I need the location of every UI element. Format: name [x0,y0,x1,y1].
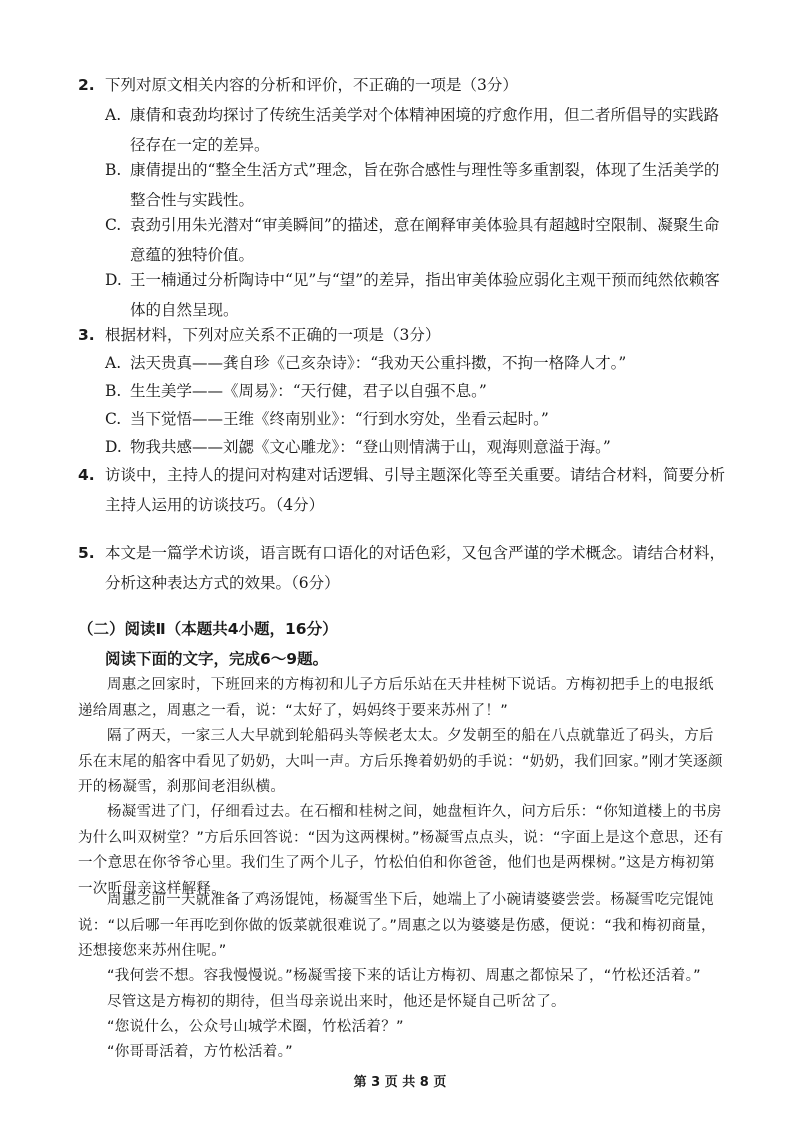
question-number: 5. [78,544,95,562]
option-3b [105,376,725,406]
option-label: A. [105,354,122,372]
option-label: B. [105,161,122,179]
question-2 [78,70,728,100]
option-label: A. [105,106,122,124]
passage-paragraph: “我何尝不想。容我慢慢说。”杨凝雪接下来的话让方梅初、周惠之都惊呆了，“竹松还活着。” [107,968,701,984]
option-2b [105,155,725,215]
option-text: 法天贵真——龚自珍《己亥杂诗》：“我劝天公重抖擞，不拘一格降人才。” [130,354,627,372]
option-text: 康倩和袁劲均探讨了传统生活美学对个体精神困境的疗愈作用，但二者所倡导的实践路径存在一定的差异。 [130,106,720,154]
question-3 [78,320,728,350]
option-label: D. [105,438,122,456]
option-text: 当下觉悟——王维《终南别业》：“行到水穷处，坐看云起时。” [130,410,549,428]
option-text: 生生美学——《周易》：“天行健，君子以自强不息。” [130,382,487,400]
option-text: 康倩提出的“整全生活方式”理念，旨在弥合感性与理性等多重割裂，体现了生活美学的整合性与实践性。 [130,161,720,209]
option-label: C. [105,216,122,234]
option-2a [105,100,725,160]
option-3d [105,432,725,462]
question-number: 3. [78,326,95,344]
question-stem: 根据材料，下列对应关系不正确的一项是（3分） [105,326,441,344]
passage-paragraph: 周惠之前一天就准备了鸡汤馄饨，杨凝雪坐下后，她端上了小碗请婆婆尝尝。杨凝雪吃完馄饨说：“以后哪一年再吃到你做的饭菜就很难说了。”周惠之以为婆婆是伤感，便说：“我和梅初商量，还想接您来苏州住呢。” [78,892,716,959]
question-5 [78,538,728,598]
option-2c [105,210,725,270]
option-2d [105,265,725,325]
option-text: 袁劲引用朱光潜对“审美瞬间”的描述，意在阐释审美体验具有超越时空限制、凝聚生命意蕴的独特价值。 [130,216,720,264]
option-label: D. [105,271,122,289]
option-text: 王一楠通过分析陶诗中“见”与“望”的差异，指出审美体验应弱化主观干预而纯然依赖客体的自然呈现。 [130,271,720,319]
passage-paragraph: 尽管这是方梅初的期待，但当母亲说出来时，他还是怀疑自己听岔了。 [107,994,566,1010]
question-number: 4. [78,466,95,484]
question-stem: 访谈中，主持人的提问对构建对话逻辑、引导主题深化等至关重要。请结合材料，简要分析主持人运用的访谈技巧。（4分） [105,466,726,514]
passage-paragraph: “您说什么，公众号山城学术圈，竹松活着？” [107,1019,404,1035]
option-label: C. [105,410,122,428]
passage-paragraph: 隔了两天，一家三人大早就到轮船码头等候老太太。夕发朝至的船在八点就靠近了码头，方后乐在末尾的船客中看见了奶奶，大叫一声。方后乐搀着奶奶的手说：“奶奶，我们回家。”刚才笑逐颜开的杨凝雪，刹那间老泪纵横。 [78,728,723,795]
question-stem: 本文是一篇学术访谈，语言既有口语化的对话色彩，又包含严谨的学术概念。请结合材料，分析这种表达方式的效果。（6分） [105,544,726,592]
question-4 [78,460,728,520]
section-instruction: 阅读下面的文字，完成6～9题。 [105,650,329,668]
section-title: （二）阅读Ⅱ（本题共4小题，16分） [78,620,338,638]
passage-paragraph: 杨凝雪进了门，仔细看过去。在石榴和桂树之间，她盘桓许久，问方后乐：“你知道楼上的书房为什么叫双树堂？”方后乐回答说：“因为这两棵树。”杨凝雪点点头，说：“字面上是这个意思，还有一个意思在你爷爷心里。我们生了两个儿子，竹松伯伯和你爸爸，他们也是两棵树。”这是方梅初第一次听母亲这样解释。 [78,804,724,897]
option-3a [105,348,725,378]
option-text: 物我共感——刘勰《文心雕龙》：“登山则情满于山，观海则意溢于海。” [130,438,611,456]
option-3c [105,404,725,434]
question-number: 2. [78,76,95,94]
question-stem: 下列对原文相关内容的分析和评价，不正确的一项是（3分） [105,76,518,94]
passage-paragraph: 周惠之回家时，下班回来的方梅初和儿子方后乐站在天井桂树下说话。方梅初把手上的电报纸递给周惠之，周惠之一看，说：“太好了，妈妈终于要来苏州了！” [78,677,714,719]
page-footer: 第 3 页 共 8 页 [353,1075,447,1090]
option-label: B. [105,382,122,400]
passage-paragraph: “你哥哥活着，方竹松活着。” [107,1044,293,1060]
